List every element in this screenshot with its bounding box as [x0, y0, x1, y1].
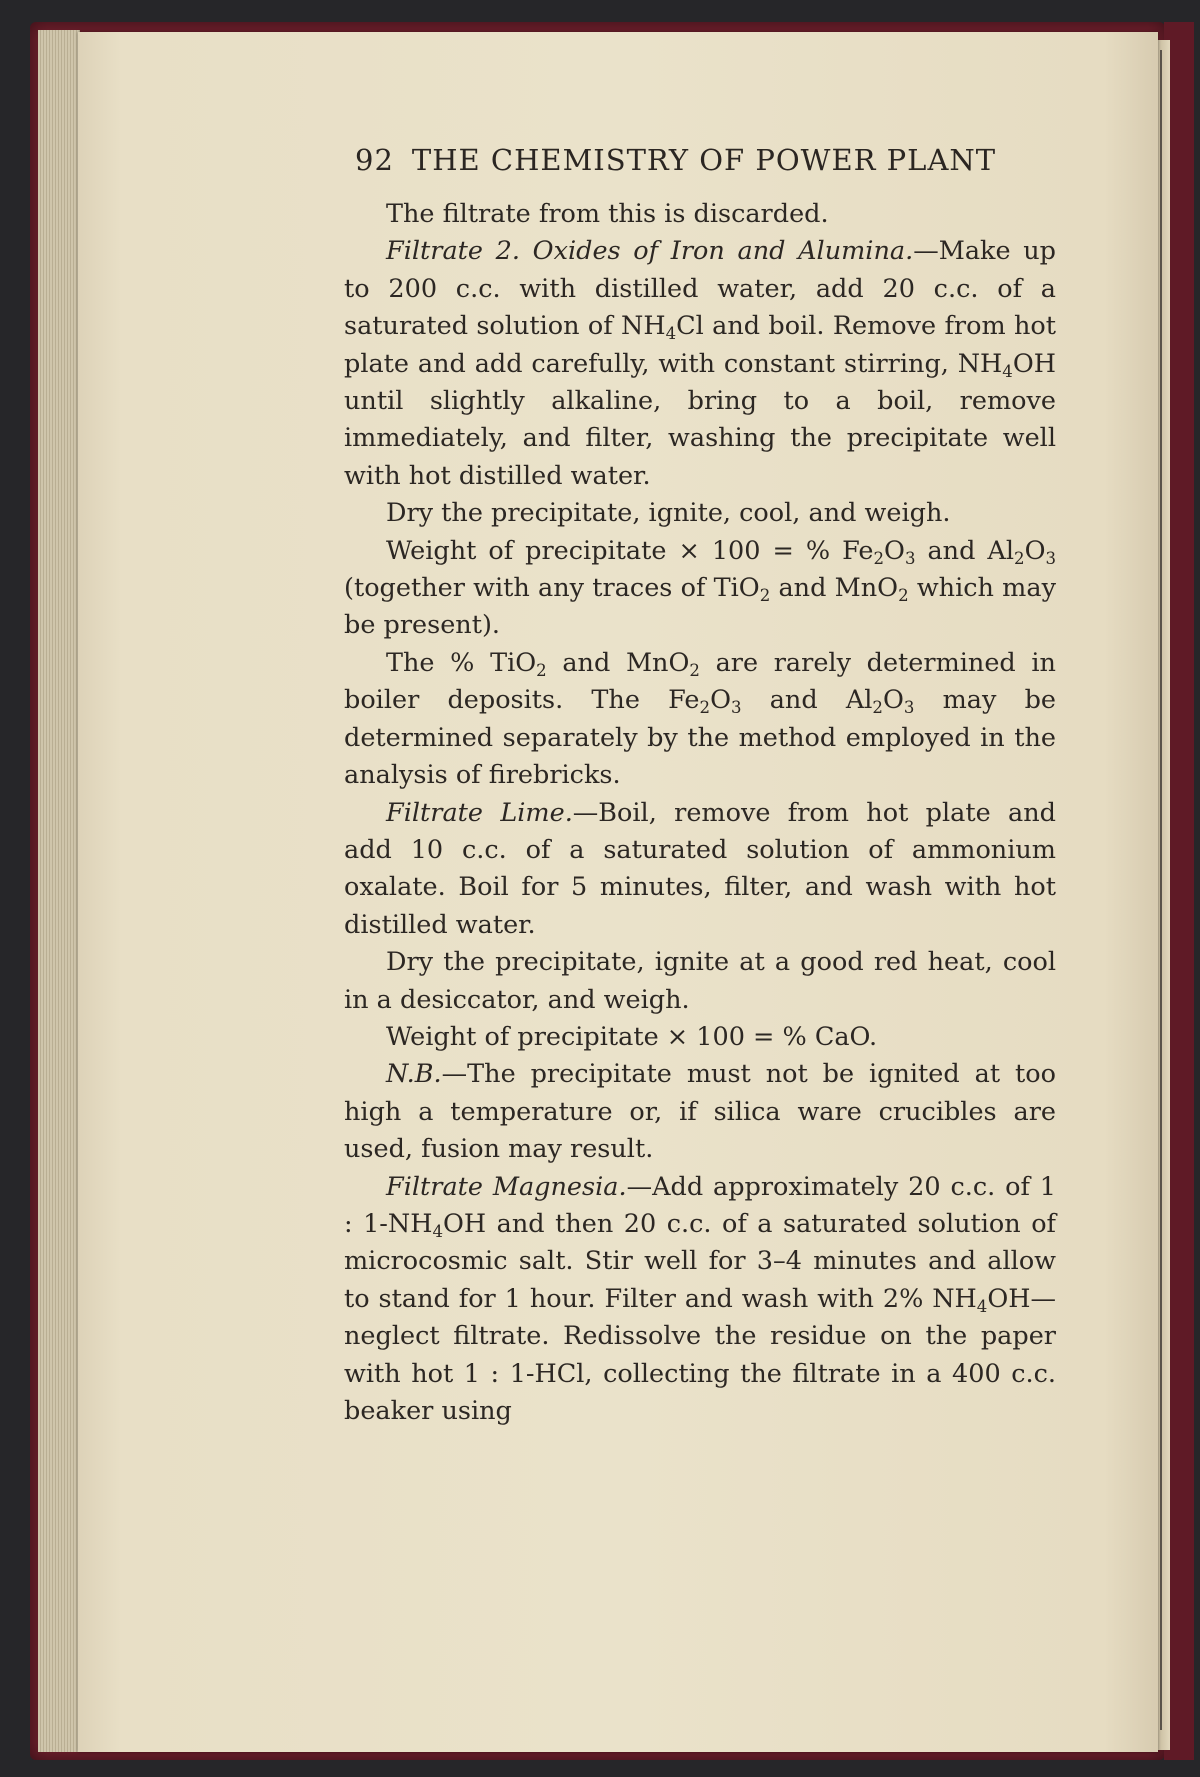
body-text — [344, 196, 1056, 1430]
paragraph-text: The % TiO — [386, 647, 537, 678]
subscript: 2 — [759, 586, 771, 606]
running-head — [355, 143, 1055, 177]
subscript: 2 — [689, 660, 700, 680]
paragraph-text: O — [710, 685, 731, 716]
subscript: 2 — [1014, 548, 1025, 568]
paragraph-text: —The precipitate must not be ignited at too high a temperature or, if silica ware crucibles are used, fusion may result. — [344, 1059, 1056, 1165]
paragraph-text: and MnO — [546, 647, 690, 678]
page-number: 92 — [355, 143, 394, 177]
section-heading: Filtrate Magnesia. — [386, 1171, 627, 1202]
running-title: THE CHEMISTRY OF POWER PLANT — [411, 143, 997, 177]
paragraph-text: are rarely determined in boiler deposits. The Fe — [344, 647, 1056, 716]
paragraph-text: and Al — [915, 535, 1015, 566]
paragraph — [344, 196, 1056, 233]
paragraph — [344, 944, 1056, 1019]
subscript: 2 — [898, 586, 909, 606]
paragraph-text: Dry the precipitate, ignite at a good red heat, cool in a desiccator, and weigh. — [344, 947, 1056, 1015]
paragraph — [344, 1019, 1056, 1056]
paragraph-text: —Make up to 200 c.c. with distilled water, add 20 c.c. of a saturated solution of NH — [344, 236, 1056, 342]
paragraph-text: Dry the precipitate, ignite, cool, and weigh. — [386, 498, 951, 529]
paragraph-text: OH—neglect filtrate. Redissolve the residue on the paper with hot 1 : 1-HCl, collecting the filtrate in a 400 c.c. beaker using — [344, 1283, 1056, 1426]
subscript: 4 — [1002, 361, 1013, 381]
subscript: 4 — [976, 1296, 988, 1316]
paragraph-text: OH and then 20 c.c. of a saturated solution of microcosmic salt. Stir well for 3–4 minutes and allow to stand for 1 hour. Filter and wash with 2% NH — [344, 1208, 1056, 1314]
page-edges — [38, 30, 80, 1752]
paragraph — [344, 233, 1056, 495]
paragraph — [344, 533, 1056, 645]
paragraph-text: —Boil, remove from hot plate and add 10 c.c. of a saturated solution of ammonium oxalate. Boil for 5 minutes, filter, and wash with hot distilled water. — [344, 797, 1056, 940]
paragraph-text: and MnO — [770, 573, 899, 604]
paragraph — [344, 1169, 1056, 1431]
paragraph — [344, 645, 1056, 795]
paragraph-text: OH until slightly alkaline, bring to a boil, remove immediately, and filter, washing the precipitate well with hot distilled water. — [344, 348, 1056, 491]
paragraph-text: Weight of precipitate × 100 = % Fe — [386, 535, 874, 566]
section-heading: N.B. — [386, 1059, 442, 1090]
subscript: 3 — [904, 548, 916, 568]
paragraph-text: may be determined separately by the method employed in the analysis of firebricks. — [344, 685, 1056, 791]
paragraph — [344, 495, 1056, 532]
paragraph — [344, 795, 1056, 945]
paragraph-text: The filtrate from this is discarded. — [386, 199, 829, 229]
paragraph — [344, 1056, 1056, 1168]
subscript: 4 — [432, 1221, 444, 1241]
paragraph-text: —Add approximately 20 c.c. of 1 : 1-NH — [344, 1171, 1056, 1239]
paragraph-text: Weight of precipitate × 100 = % CaO. — [386, 1021, 878, 1052]
paragraph-text: (together with any traces of TiO — [344, 573, 760, 604]
subscript: 2 — [873, 548, 885, 568]
subscript: 2 — [699, 698, 711, 718]
paragraph-text: O — [882, 685, 904, 716]
gutter-line — [1160, 50, 1162, 1730]
subscript: 3 — [730, 698, 742, 718]
subscript: 3 — [903, 698, 915, 718]
paragraph-text: O — [884, 535, 905, 566]
subscript: 2 — [536, 660, 547, 680]
subscript: 2 — [872, 698, 883, 718]
paragraph-text: Cl and boil. Remove from hot plate and add carefully, with constant stirring, NH — [344, 311, 1056, 379]
paragraph-text: which may be present). — [344, 573, 1056, 641]
subscript: 4 — [665, 324, 677, 344]
section-heading: Filtrate 2. Oxides of Iron and Alumina. — [386, 236, 914, 267]
subscript: 3 — [1045, 548, 1057, 568]
paragraph-text: and Al — [741, 685, 873, 716]
section-heading: Filtrate Lime. — [386, 797, 573, 828]
paragraph-text: O — [1024, 535, 1046, 566]
